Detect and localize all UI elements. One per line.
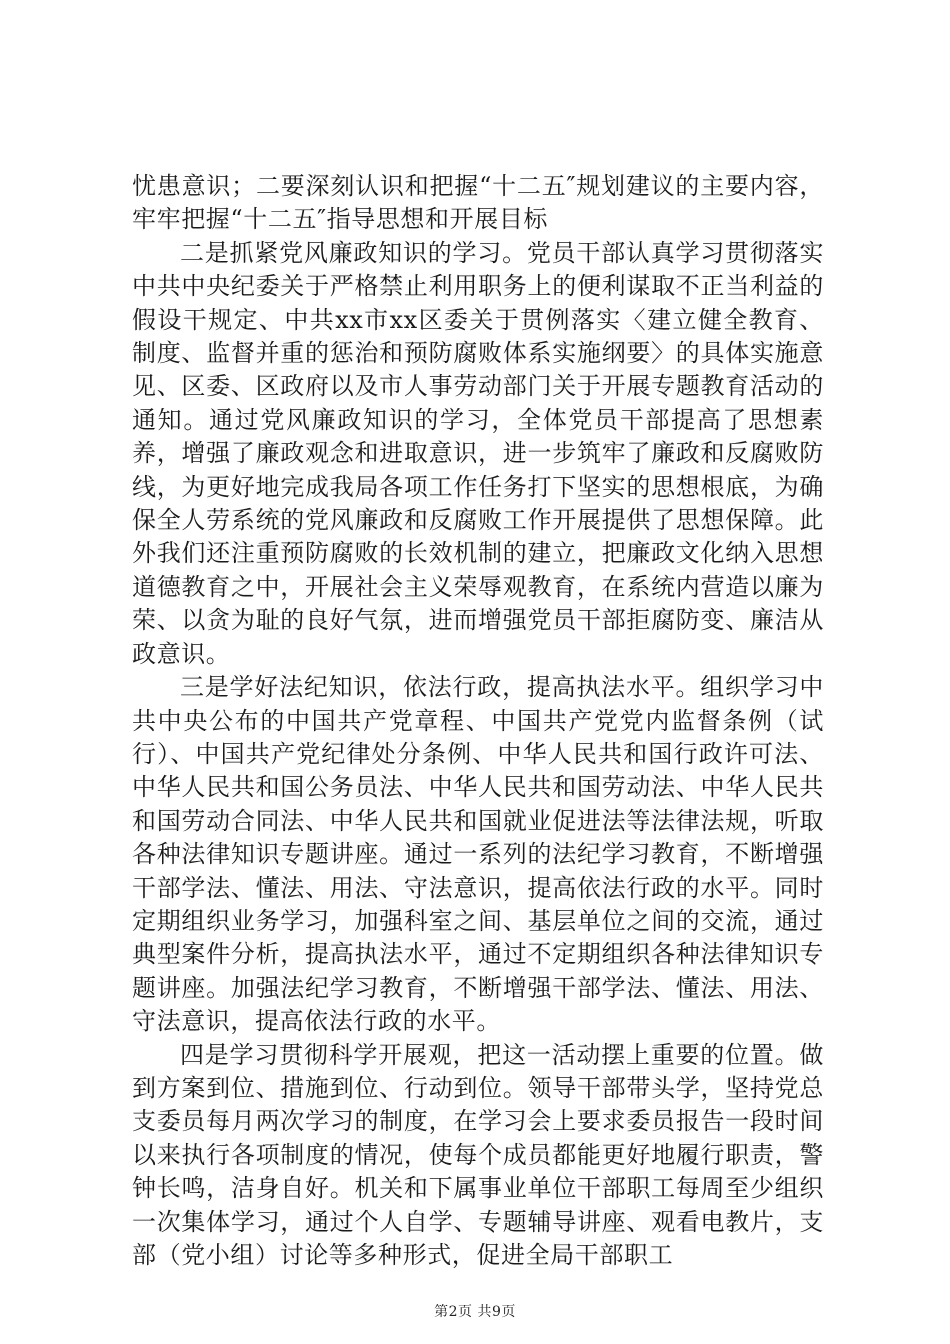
paragraph-scientific-development-study: 四是学习贯彻科学开展观，把这一活动摆上重要的位置。做到方案到位、措施到位、行动到位。领导干部带头学，坚持党总支委员每月两次学习的制度，在学习会上要求委员报告一段时间以来执行各项制度的情况，使每个成员都能更好地履行职责，警钟长鸣，洁身自好。机关和下属事业单位干部职工每周至少组织一次集体学习，通过个人自学、专题辅导讲座、观看电教片，支部（党小组）讨论等多种形式，促进全局干部职工	[132, 1040, 824, 1269]
page-number-footer: 第2页 共9页	[434, 1304, 516, 1320]
document-body	[132, 170, 824, 1272]
paragraph-legal-knowledge-study: 三是学好法纪知识，依法行政，提高执法水平。组织学习中共中央公布的中国共产党章程、中国共产党党内监督条例（试行）、中国共产党纪律处分条例、中华人民共和国行政许可法、中华人民共和国公务员法、中华人民共和国劳动法、中华人民共和国劳动合同法、中华人民共和国就业促进法等法律法规，听取各种法律知识专题讲座。通过一系列的法纪学习教育，不断增强干部学法、懂法、用法、守法意识，提高依法行政的水平。同时定期组织业务学习，加强科室之间、基层单位之间的交流，通过典型案件分析，提高执法水平，通过不定期组织各种法律知识专题讲座。加强法纪学习教育，不断增强干部学法、懂法、用法、守法意识，提高依法行政的水平。	[132, 673, 824, 1036]
paragraph-continuation: 忧患意识；二要深刻认识和把握“十二五″规划建议的主要内容，牢牢把握“十二五″指导思想和开展目标	[132, 172, 824, 234]
paragraph-party-integrity-study: 二是抓紧党风廉政知识的学习。党员干部认真学习贯彻落实中共中央纪委关于严格禁止利用职务上的便利谋取不正当利益的假设干规定、中共xx市xx区委关于贯例落实〈建立健全教育、制度、监督并重的惩治和预防腐败体系实施纲要〉的具体实施意见、区委、区政府以及市人事劳动部门关于开展专题教育活动的通知。通过党风廉政知识的学习，全体党员干部提高了思想素养，增强了廉政观念和进取意识，进一步筑牢了廉政和反腐败防线，为更好地完成我局各项工作任务打下坚实的思想根底，为确保全人劳系统的党风廉政和反腐败工作开展提供了思想保障。此外我们还注重预防腐败的长效机制的建立，把廉政文化纳入思想道德教育之中，开展社会主义荣辱观教育，在系统内营造以廉为荣、以贪为耻的良好气氛，进而增强党员干部拒腐防变、廉洁从政意识。	[132, 238, 824, 668]
